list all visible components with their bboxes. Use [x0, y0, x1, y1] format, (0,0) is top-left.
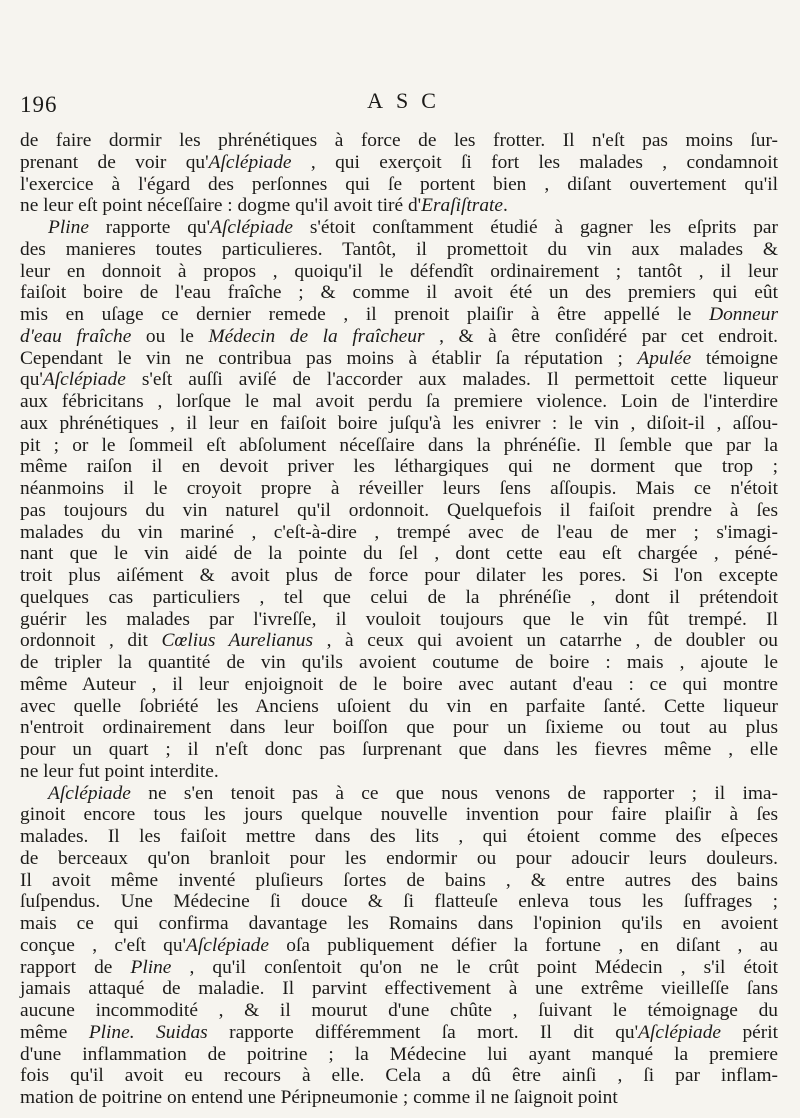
text-line	[20, 543, 778, 565]
text-run: des manieres toutes particulieres. Tantôt, il promettoit du vin aux malades &	[20, 238, 778, 260]
text-run: ne leur eſt point néceſſaire : dogme qu'il avoit tiré d'	[20, 195, 422, 217]
text-run: même Auteur , il leur enjoignoit de le boire avec autant d'eau : ce qui montre	[20, 673, 778, 695]
paragraph	[20, 217, 778, 783]
text-line	[20, 1065, 778, 1087]
italic-text: Cœlius Aurelianus	[161, 630, 314, 652]
text-run: troit plus aiſément & avoit plus de force pour dilater les pores. Si l'on excepte	[20, 565, 778, 586]
text-run: mais ce qui confirma davantage les Romains dans l'opinion qu'ils en avoient	[20, 913, 778, 934]
text-run: Cependant le vin ne contribua pas moins à établir ſa réputation ;	[20, 347, 638, 369]
text-run: ordonnoit , dit	[20, 630, 162, 652]
text-line	[20, 826, 778, 848]
text-line	[20, 587, 778, 609]
text-run: n'entroit ordinairement dans leur boiſſon que pour un ſixieme ou tout au plus	[20, 717, 778, 739]
italic-text: Aſclépiade	[186, 934, 269, 956]
text-run: qu'	[20, 369, 43, 391]
text-line	[20, 848, 778, 870]
italic-text: Aſclépiade	[208, 151, 292, 173]
text-run: d'une inflammation de poitrine ; la Médecine lui ayant manqué la premiere	[20, 1043, 778, 1065]
text-run: quelques cas particuliers , tel que celui de la phrénéſie , dont il prétendoit	[20, 586, 778, 608]
text-line	[20, 369, 778, 391]
text-run: prenant de voir qu'	[20, 151, 209, 173]
italic-text: Apulée	[637, 347, 692, 369]
text-line	[20, 804, 778, 826]
text-line	[20, 239, 778, 261]
text-run: , & à être conſidéré par cet endroit.	[424, 325, 778, 347]
text-line	[20, 522, 778, 544]
text-run: conçue , c'eſt qu'	[20, 934, 187, 956]
text-run: s'eſt auſſi aviſé de l'accorder aux malades. Il permettoit cette liqueur	[125, 369, 778, 391]
text-run: ne s'en tenoit pas à ce que nous venons de rapporter ; il ima-	[130, 782, 778, 804]
page-header	[0, 88, 800, 122]
text-line	[20, 435, 778, 457]
text-run: rapporte qu'	[88, 217, 211, 238]
text-run: pour un quart ; il n'eſt donc pas ſurprenant que dans les fievres même , elle	[20, 739, 778, 760]
italic-text: Aſclépiade	[42, 369, 126, 391]
text-run: aucune incommodité , & il mourut d'une chûte , ſuivant le témoignage du	[20, 1000, 778, 1021]
text-line	[20, 391, 778, 413]
text-run: pas toujours du vin naturel qu'il ordonnoit. Quelquefois il faiſoit prendre à ſes	[20, 499, 778, 521]
text-run: de faire dormir les phrénétiques à force de les frotter. Il n'eſt pas moins ſur-	[20, 130, 778, 151]
running-head: ASC	[367, 88, 449, 113]
text-run: aux phrénétiques , il leur en faiſoit boire juſqu'à les enivrer : le vin , diſoit-il , aſſou-	[20, 412, 778, 434]
text-run: s'étoit conſtamment étudié à gagner les eſprits par	[293, 217, 778, 238]
italic-text: Pline	[130, 956, 172, 978]
text-line	[20, 261, 778, 283]
text-line	[20, 609, 778, 631]
text-line	[20, 130, 778, 152]
text-run: rapporte différemment ſa mort. Il dit qu'	[207, 1021, 639, 1043]
text-line	[20, 783, 778, 805]
text-run: même	[20, 1021, 89, 1043]
text-line	[20, 935, 778, 957]
text-run: , qu'il conſentoit qu'on ne le crût point Médecin , s'il étoit	[171, 956, 778, 978]
text-line	[20, 500, 778, 522]
italic-text: Donneur	[709, 304, 778, 325]
text-run: l'exercice à l'égard des perſonnes qui ſe portent bien , diſant ouvertement qu'il	[20, 173, 778, 195]
text-run: aux fébricitans , lorſque le mal avoit perdu ſa premiere violence. Loin de l'interdire	[20, 391, 778, 412]
text-line	[20, 978, 778, 1000]
text-run: même raiſon il en devoit priver les léthargiques qui ne dorment que trop ;	[20, 456, 778, 478]
text-line	[20, 1044, 778, 1066]
text-line	[20, 174, 778, 196]
text-line	[20, 565, 778, 587]
italic-text: Médecin de la fraîcheur	[208, 325, 425, 347]
text-line	[20, 870, 778, 892]
text-line	[20, 739, 778, 761]
text-line	[20, 217, 778, 239]
text-run: leur en donnoit à propos , quoiqu'il le défendît ordinairement ; tantôt , il leur	[20, 260, 778, 282]
text-line	[20, 761, 778, 783]
text-line	[20, 1000, 778, 1022]
text-run: avec quelle ſobriété les Anciens uſoient du vin en parfaite ſanté. Cette liqueur	[20, 695, 778, 717]
text-line	[20, 630, 778, 652]
text-line	[20, 1087, 778, 1109]
text-line	[20, 957, 778, 979]
text-run: nant que le vin aidé de la pointe du ſel , dont cette eau eſt chargée , péné-	[20, 543, 778, 565]
italic-text: Aſclépiade	[48, 782, 131, 804]
text-run: mation de poitrine on entend une Péripneumonie ; comme il ne ſaignoit point	[20, 1087, 618, 1108]
text-run: de berceaux qu'on branloit pour les endormir ou pour adoucir leurs douleurs.	[20, 847, 778, 869]
text-line	[20, 478, 778, 500]
text-line	[20, 696, 778, 718]
text-line	[20, 152, 778, 174]
text-line	[20, 717, 778, 739]
italic-text: d'eau fraîche	[20, 325, 132, 347]
text-run: malades du vin mariné , c'eſt-à-dire , trempé avec de l'eau de mer ; s'imagi-	[20, 521, 778, 543]
text-run: faiſoit boire de l'eau fraîche ; & comme il avoit été un des premiers qui eût	[20, 282, 778, 304]
text-run: fois qu'il avoit eu recours à elle. Cela a dû être ainſi , ſi par inflam-	[20, 1065, 778, 1087]
text-run: néanmoins il le croyoit propre à réveiller leurs ſens aſſoupis. Mais ce n'étoit	[20, 478, 778, 499]
text-line	[20, 1022, 778, 1044]
text-run: ſuſpendus. Une Médecine ſi douce & ſi flatteuſe enleva tous les ſuffrages ;	[20, 891, 778, 913]
text-run: jamais attaqué de maladie. Il parvint effectivement à une extrême vieilleſſe ſans	[20, 978, 778, 1000]
text-line	[20, 195, 778, 217]
text-line	[20, 326, 778, 348]
text-run: de tripler la quantité de vin qu'ils avoient coutume de boire : mais , ajoute le	[20, 652, 778, 673]
text-line	[20, 348, 778, 370]
text-run: Il avoit même inventé pluſieurs ſortes de bains , & entre autres des bains	[20, 869, 778, 891]
text-run: guérir les malades par l'ivreſſe, il vouloit toujours que le vin fût trempé. Il	[20, 608, 778, 630]
text-run: périt	[721, 1021, 778, 1043]
text-run: ne leur fut point interdite.	[20, 760, 219, 782]
italic-text: Aſclépiade	[210, 217, 294, 238]
text-run: ginoit encore tous les jours quelque nouvelle invention pour faire plaiſir à ſes	[20, 804, 778, 826]
text-run: pit ; or le ſommeil eſt abſolument néceſſaire dans la phrénéſie. Il ſemble que par la	[20, 434, 778, 456]
text-line	[20, 304, 778, 326]
text-run: rapport de	[20, 956, 131, 978]
body-text	[20, 130, 778, 1109]
paragraph	[20, 783, 778, 1109]
italic-text: Aſclépiade	[638, 1021, 722, 1043]
paragraph	[20, 130, 778, 217]
page-number: 196	[20, 92, 58, 117]
text-line	[20, 674, 778, 696]
text-line	[20, 652, 778, 674]
text-run: , qui exerçoit ſi fort les malades , condamnoit	[291, 151, 779, 173]
text-line	[20, 891, 778, 913]
text-run: ou le	[131, 325, 209, 347]
text-run: , à ceux qui avoient un catarrhe , de doubler ou	[313, 630, 779, 652]
text-run: oſa publiquement défier la fortune , en diſant , au	[268, 934, 778, 956]
text-line	[20, 913, 778, 935]
text-run: témoigne	[691, 347, 778, 369]
text-run: malades. Il les faiſoit mettre dans des lits , qui étoient comme des eſpeces	[20, 826, 778, 847]
italic-text: Pline	[48, 217, 89, 238]
text-line	[20, 282, 778, 304]
text-line	[20, 413, 778, 435]
text-run: mis en uſage ce dernier remede , il prenoit plaiſir à être appellé le	[20, 304, 710, 325]
italic-text: Pline. Suidas	[88, 1021, 208, 1043]
text-line	[20, 456, 778, 478]
text-run: .	[503, 195, 508, 217]
italic-text: Eraſiſtrate	[421, 195, 504, 217]
